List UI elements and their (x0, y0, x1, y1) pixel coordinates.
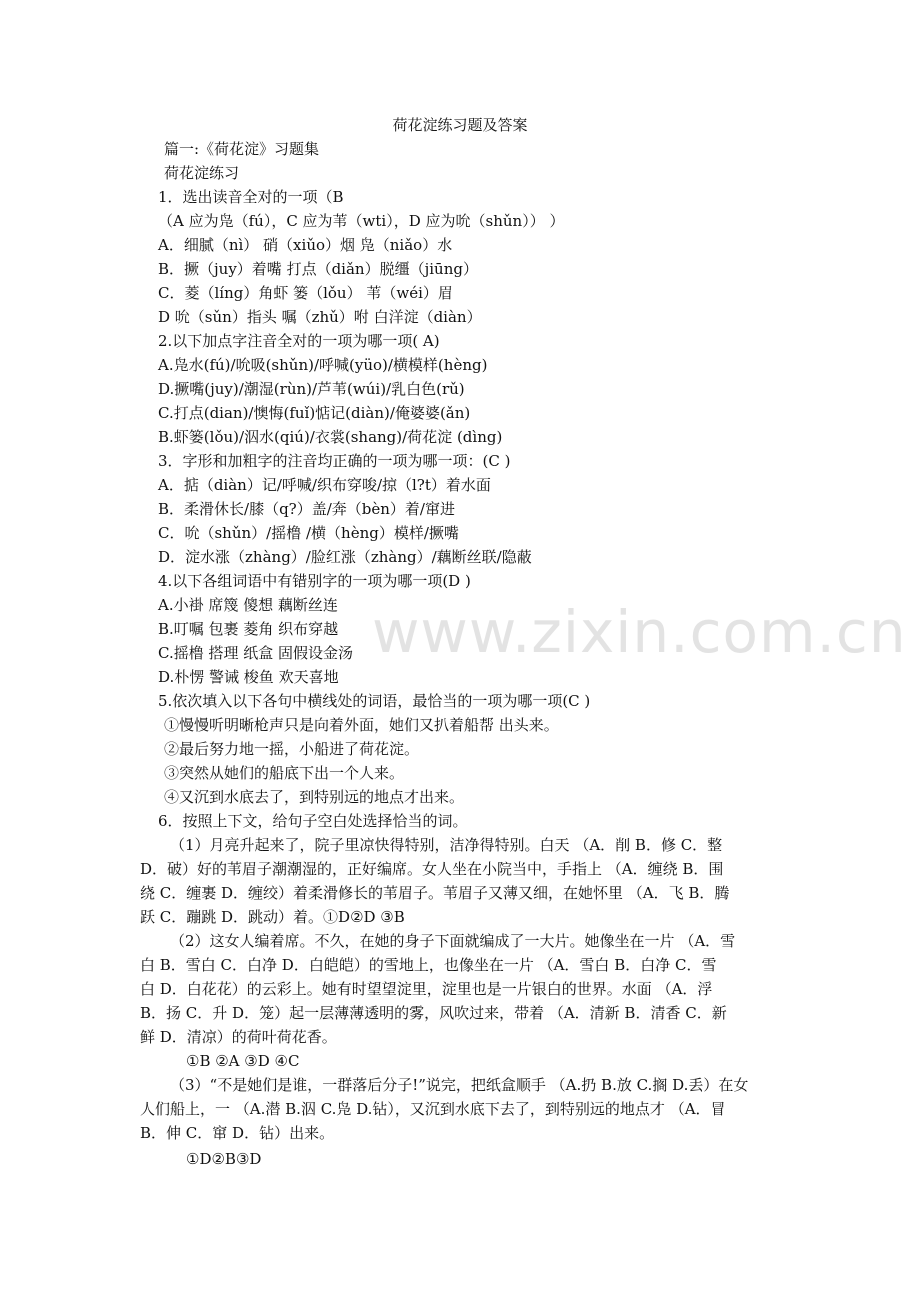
text-line: （A 应为凫（fú），C 应为苇（wti），D 应为吮（shǔn）） ） (158, 212, 565, 230)
text-line: 篇一:《荷花淀》习题集 (164, 140, 320, 158)
text-line: 人们船上，一 （A.潜 B.泅 C.凫 D.钻），又沉到水底下去了，到特别远的地点才 （A．冒 (140, 1100, 726, 1118)
text-line: A.凫水(fú)/吮吸(shǔn)/呼喊(yüo)/横模样(hèng) (158, 356, 488, 374)
text-line: A.小褂 席篾 傻想 藕断丝连 (158, 596, 338, 614)
text-line: 白 D．白花花）的云彩上。她有时望望淀里，淀里也是一片银白的世界。水面 （A．浮 (140, 980, 713, 998)
text-line: B.叮嘱 包裹 菱角 织布穿越 (158, 620, 339, 638)
text-line: C.摇橹 搭理 纸盒 固假设金汤 (158, 644, 354, 662)
text-line: （3）“不是她们是谁，一群落后分子!”说完，把纸盒顺手 （A.扔 B.放 C.搁 D.丢）在女 (170, 1076, 749, 1094)
text-line: 鲜 D．清凉）的荷叶荷花香。 (140, 1028, 337, 1046)
text-line: C．吮（shǔn）/摇橹 /横（hèng）模样/撅嘴 (158, 524, 459, 542)
text-line: 3．字形和加粗字的注音均正确的一项为哪一项：(C ) (158, 452, 511, 470)
text-line: C.打点(dian)/懊悔(fuǐ)惦记(diàn)/俺婆婆(ǎn) (158, 404, 471, 422)
text-line: B.虾篓(lǒu)/泅水(qiú)/衣裳(shang)/荷花淀 (dìng) (158, 428, 503, 446)
text-line: B．柔滑休长/膝（q?）盖/奔（bèn）着/窜进 (158, 500, 455, 518)
text-line: ③突然从她们的船底下出一个人来。 (164, 764, 405, 782)
text-line: ①B ②A ③D ④C (186, 1052, 300, 1070)
text-line: 白 B．雪白 C．白净 D．白皑皑）的雪地上，也像坐在一片 （A．雪白 B．白净 C．雪 (140, 956, 717, 974)
text-line: 6．按照上下文，给句子空白处选择恰当的词。 (158, 812, 468, 830)
text-line: 荷花淀练习 (164, 164, 240, 182)
text-line: B．扬 C．升 D．笼）起一层薄薄透明的雾，风吹过来，带着 （A．清新 B．清香 C．新 (140, 1004, 727, 1022)
text-line: D.朴愣 警诫 梭鱼 欢天喜地 (158, 668, 339, 686)
text-line: A．掂（diàn）记/呼喊/织布穿唆/掠（l?t）着水面 (158, 476, 491, 494)
text-line: B．撅（juy）着嘴 打点（diǎn）脱缰（jiūng） (158, 260, 478, 278)
watermark-text: www.zixin.com.cn (372, 598, 907, 666)
text-line: ①慢慢听明晰枪声只是向着外面，她们又扒着船帮 出头来。 (164, 716, 559, 734)
text-line: （1）月亮升起来了，院子里凉快得特别，洁净得特别。白天 （A．削 B．修 C．整 (170, 836, 723, 854)
text-line: D 吮（sǔn）指头 嘱（zhǔ）咐 白洋淀（diàn） (158, 308, 482, 326)
text-line: 跃 C．蹦跳 D．跳动）着。①D②D ③B (140, 908, 405, 926)
text-line: B．伸 C．窜 D．钻）出来。 (140, 1124, 335, 1142)
text-line: A．细腻（nì） 硝（xiǔo）烟 凫（niǎo）水 (158, 236, 453, 254)
text-line: 2.以下加点字注音全对的一项为哪一项( A) (158, 332, 440, 350)
text-line: D．淀水涨（zhàng）/脸红涨（zhàng）/藕断丝联/隐蔽 (158, 548, 532, 566)
text-line: D.撅嘴(juy)/潮湿(rùn)/芦苇(wúi)/乳白色(rǔ) (158, 380, 465, 398)
text-line: （2）这女人编着席。不久，在她的身子下面就编成了一大片。她像坐在一片 （A．雪 (170, 932, 736, 950)
text-line: 4.以下各组词语中有错别字的一项为哪一项(D ) (158, 572, 471, 590)
text-line: ②最后努力地一摇，小船进了荷花淀。 (164, 740, 420, 758)
text-line: ④又沉到水底去了，到特别远的地点才出来。 (164, 788, 465, 806)
text-line: 绕 C．缠裹 D．缠绞）着柔滑修长的苇眉子。苇眉子又薄又细，在她怀里 （A．飞 B．腾 (140, 884, 730, 902)
text-line: C．菱（líng）角虾 篓（lǒu） 苇（wéi）眉 (158, 284, 453, 302)
text-line: 1．选出读音全对的一项（B (158, 188, 344, 206)
text-line: D．破）好的苇眉子潮潮湿的，正好编席。女人坐在小院当中，手指上 （A．缠绕 B．围 (140, 860, 724, 878)
document-title: 荷花淀练习题及答案 (392, 116, 528, 134)
text-line: ①D②B③D (186, 1150, 262, 1168)
text-line: 5.依次填入以下各句中横线处的词语，最恰当的一项为哪一项(C ) (158, 692, 591, 710)
